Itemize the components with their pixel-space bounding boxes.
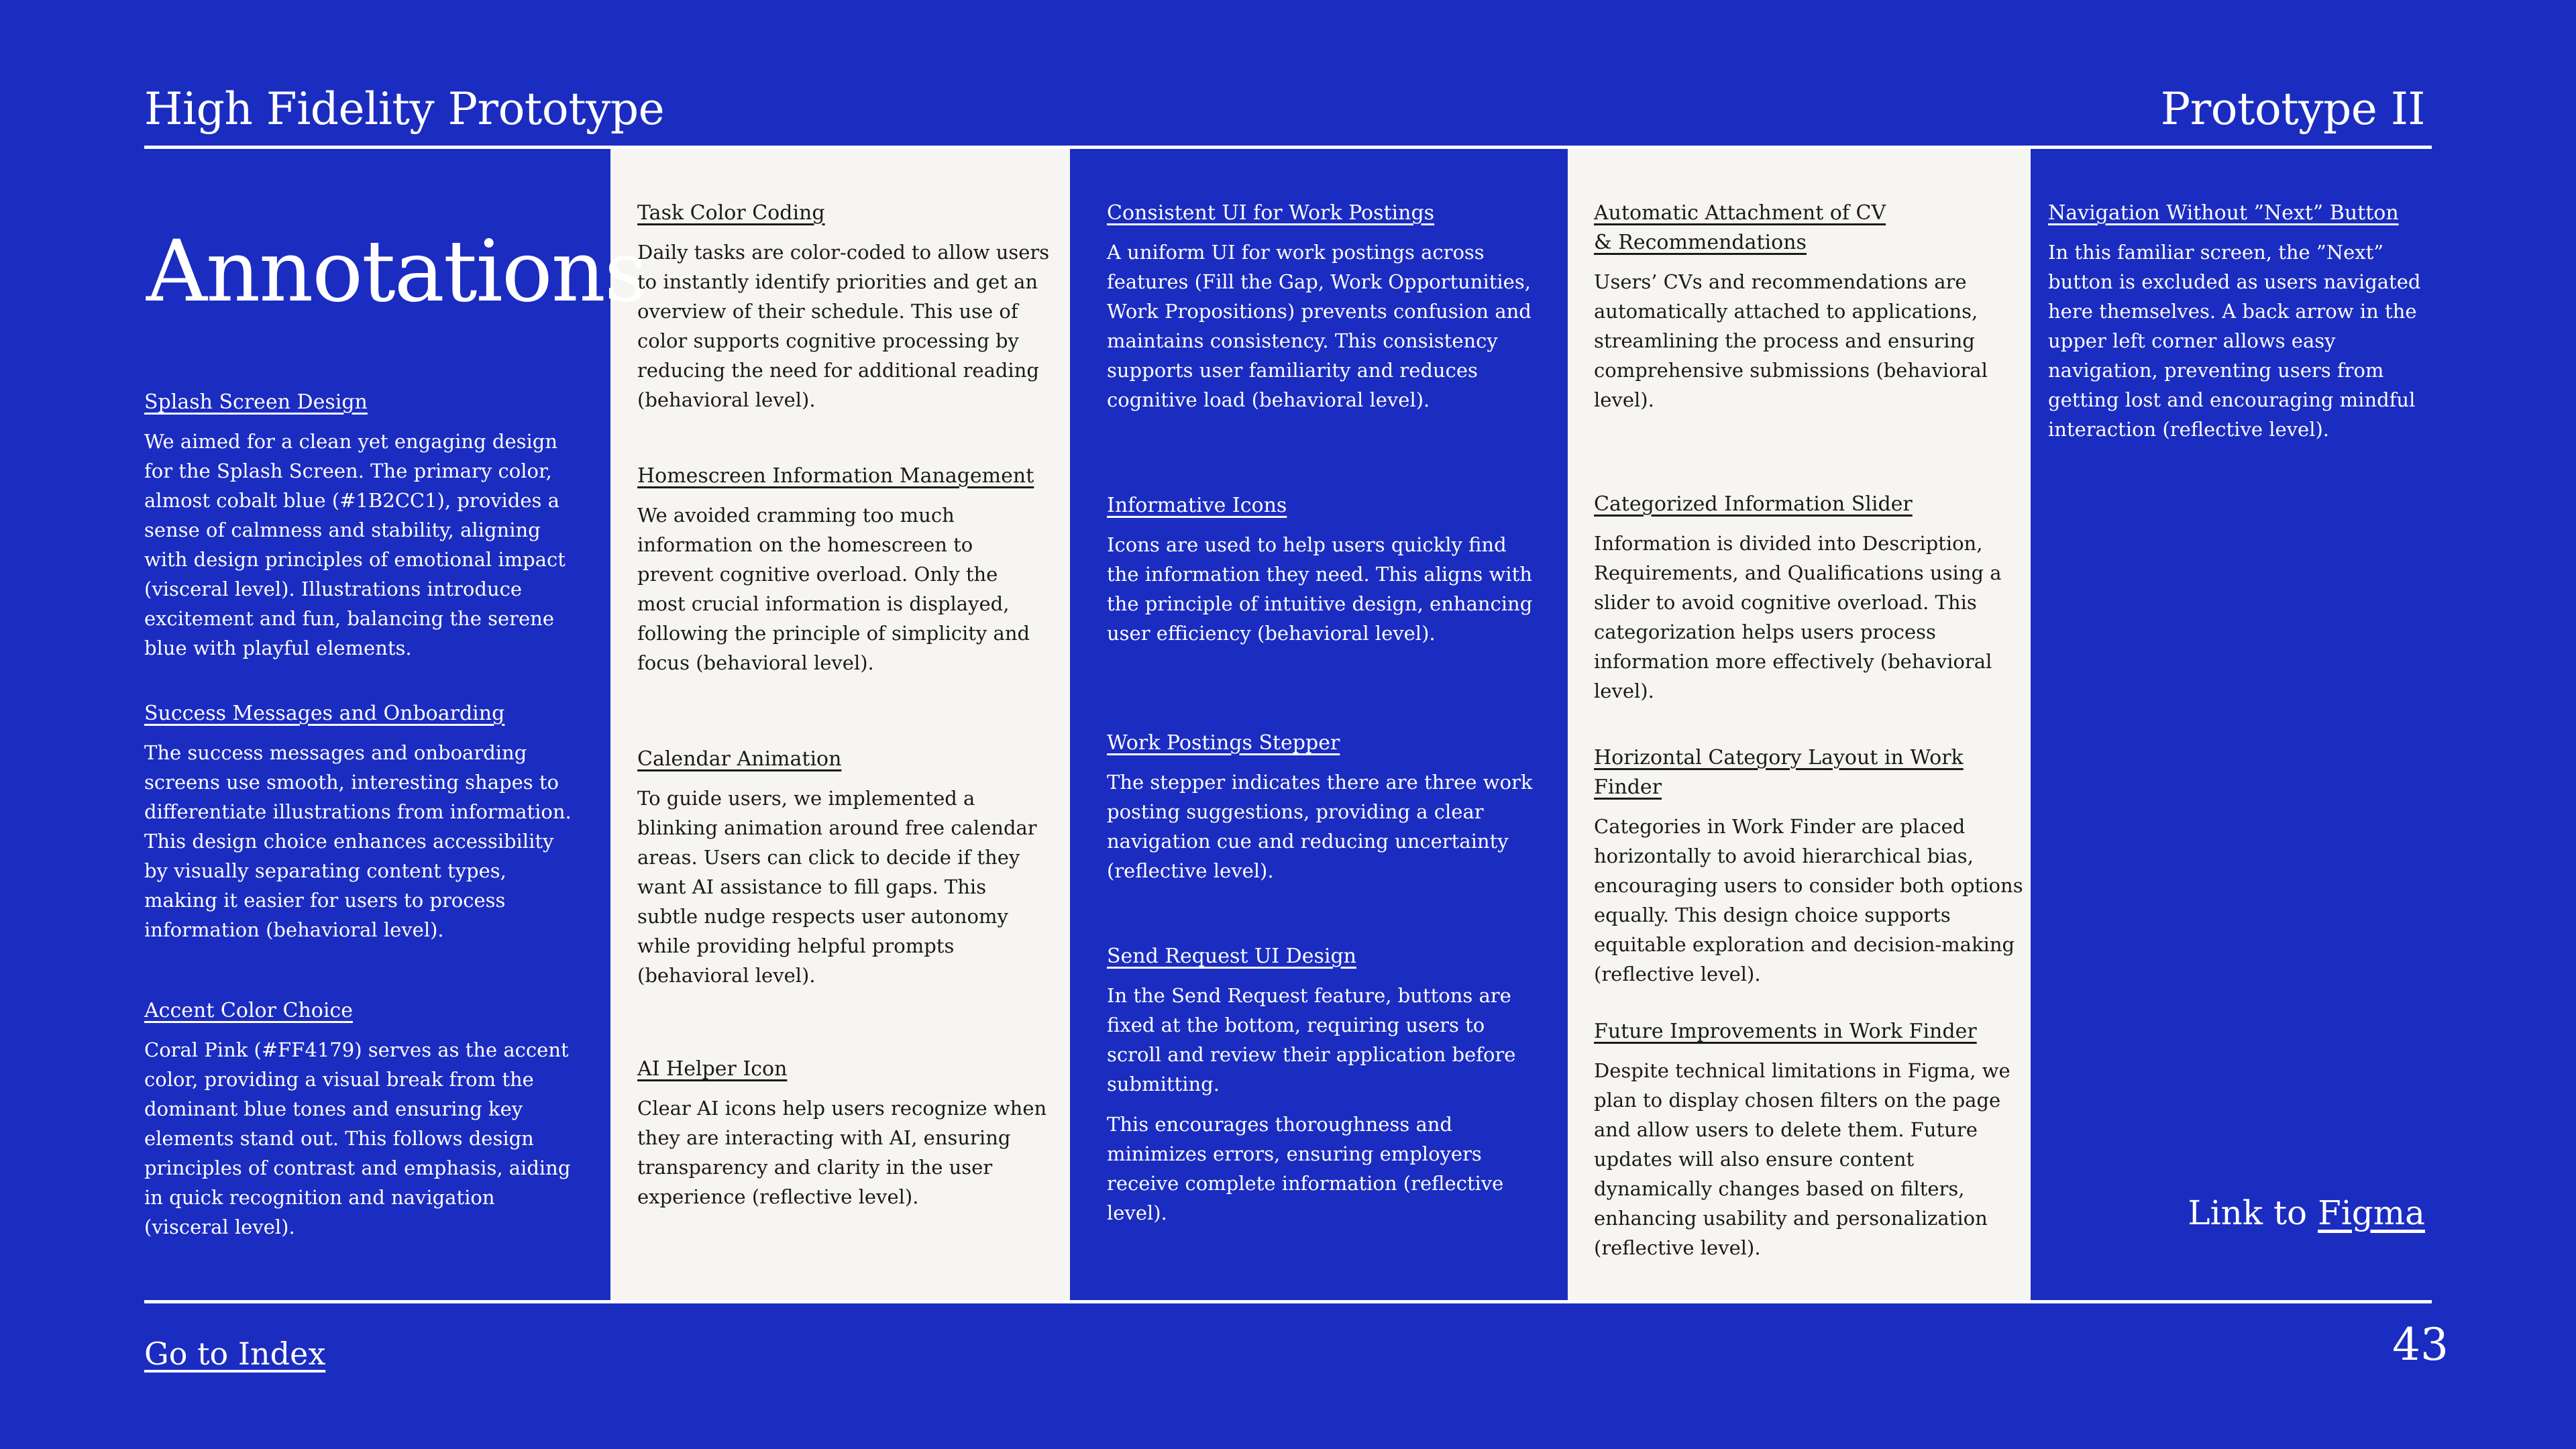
- annotation-title: Homescreen Information Management: [637, 464, 1034, 488]
- annotation-body: Daily tasks are color-coded to allow users to instantly identify priorities and get an overview of their schedule. This use of color supports cognitive processing by reducing the need for additional reading (behavioral level).: [637, 241, 1050, 411]
- annotation-consistent-ui: [1107, 199, 1536, 425]
- annotation-body: We avoided cramming too much information on the homescreen to prevent cognitive overload. Only the most crucial information is displayed, following the principle of simplicity and focus (behavioral level).: [637, 504, 1030, 674]
- annotation-success-messages: [144, 699, 580, 955]
- annotation-title: Consistent UI for Work Postings: [1107, 201, 1435, 225]
- annotation-title: Send Request UI Design: [1107, 945, 1356, 968]
- annotation-body: Information is divided into Description, Requirements, and Qualifications using a slider to avoid cognitive overload. This categorization helps users process information more effectively (behavioral level).: [1594, 532, 2002, 702]
- page-title: Annotations: [146, 222, 647, 321]
- annotation-body: Users’ CVs and recommendations are automatically attached to applications, streamlining the process and ensuring comprehensive submissions (behavioral level).: [1594, 270, 1988, 411]
- annotation-informative-icons: [1107, 491, 1536, 659]
- annotation-splash-screen: [144, 388, 580, 674]
- annotation-body: Coral Pink (#FF4179) serves as the accent color, providing a visual break from the dominant blue tones and ensuring key elements stand out. This follows design principles of contrast and emphasis, aiding in quick recognition and navigation (visceral level).: [144, 1038, 571, 1238]
- annotation-body: In the Send Request feature, buttons are fixed at the bottom, requiring users to scroll and review their application before submitting. This encourages thoroughness and minimizes errors, ensuring employers receive complete information (reflective level).: [1107, 984, 1516, 1224]
- annotation-title: Splash Screen Design: [144, 390, 368, 414]
- annotation-future-improvements: [1594, 1017, 2023, 1273]
- annotation-title: Categorized Information Slider: [1594, 492, 1913, 516]
- figma-link[interactable]: [2188, 1191, 2425, 1234]
- annotation-task-color-coding: [637, 199, 1050, 425]
- annotation-body: Categories in Work Finder are placed horizontally to avoid hierarchical bias, encouraging users to consider both options equally. This design choice supports equitable exploration and decision-making (reflective level).: [1594, 815, 2023, 985]
- annotation-title: Informative Icons: [1107, 494, 1287, 517]
- annotation-homescreen-info: [637, 462, 1050, 688]
- annotation-send-request-ui: [1107, 942, 1536, 1238]
- annotation-navigation-no-next: [2048, 199, 2437, 455]
- annotation-horizontal-category: [1594, 743, 2023, 1000]
- footer-divider: [144, 1300, 2432, 1303]
- annotation-body: Despite technical limitations in Figma, we plan to display chosen filters on the page and allow users to delete them. Future updates will also ensure content dynamically changes based on filters, enhancing usability and personalization (reflective level).: [1594, 1059, 2010, 1259]
- annotation-title: Work Postings Stepper: [1107, 731, 1340, 755]
- annotation-body: Clear AI icons help users recognize when they are interacting with AI, ensuring transparency and clarity in the user experience (reflective level).: [637, 1097, 1047, 1208]
- section-title: Prototype II: [2160, 83, 2425, 135]
- annotation-ai-helper-icon: [637, 1055, 1050, 1222]
- annotation-cv-attachment: [1594, 199, 2023, 425]
- annotation-title: Success Messages and Onboarding: [144, 702, 505, 725]
- annotation-title: AI Helper Icon: [637, 1057, 788, 1081]
- annotation-title: Horizontal Category Layout in Work Finder: [1594, 746, 1964, 799]
- annotation-title: Calendar Animation: [637, 747, 842, 771]
- page-number: 43: [2392, 1319, 2449, 1371]
- annotation-title: Navigation Without ”Next” Button: [2048, 201, 2399, 225]
- annotation-body: We aimed for a clean yet engaging design for the Splash Screen. The primary color, almost cobalt blue (#1B2CC1), provides a sense of calmness and stability, aligning with design principles of emotional impact (visceral level). Illustrations introduce excitement and fun, balancing the serene blue with playful elements.: [144, 430, 566, 659]
- annotation-calendar-animation: [637, 745, 1050, 1001]
- annotation-body: Icons are used to help users quickly find the information they need. This aligns with the principle of intuitive design, enhancing user efficiency (behavioral level).: [1107, 533, 1533, 645]
- header-divider: [144, 146, 2432, 149]
- annotation-info-slider: [1594, 490, 2023, 716]
- figma-link-prefix: Link to: [2188, 1193, 2308, 1232]
- annotation-accent-color: [144, 996, 580, 1252]
- go-to-index-link[interactable]: Go to Index: [144, 1336, 326, 1372]
- annotation-title: Future Improvements in Work Finder: [1594, 1020, 1977, 1043]
- annotation-title: Task Color Coding: [637, 201, 825, 225]
- annotation-body: To guide users, we implemented a blinking animation around free calendar areas. Users can click to decide if they want AI assistance to fill gaps. This subtle nudge respects user autonomy while providing helpful prompts (behavioral level).: [637, 787, 1037, 987]
- annotation-body: A uniform UI for work postings across features (Fill the Gap, Work Opportunities, Work Propositions) prevents confusion and maintains consistency. This consistency supports user familiarity and reduces cognitive load (behavioral level).: [1107, 241, 1532, 411]
- annotation-body: The success messages and onboarding screens use smooth, interesting shapes to differentiate illustrations from information. This design choice enhances accessibility by visually separating content types, making it easier for users to process information (behavioral level).: [144, 741, 572, 941]
- annotation-body: The stepper indicates there are three work posting suggestions, providing a clear navigation cue and reducing uncertainty (reflective level).: [1107, 771, 1533, 882]
- figma-link-text[interactable]: Figma: [2318, 1193, 2425, 1232]
- annotation-title: Automatic Attachment of CV & Recommendations: [1594, 201, 1886, 254]
- deck-title: High Fidelity Prototype: [144, 83, 665, 135]
- annotation-body: In this familiar screen, the ”Next” button is excluded as users navigated here themselves. A back arrow in the upper left corner allows easy navigation, preventing users from getting lost and encouraging mindful interaction (reflective level).: [2048, 241, 2421, 441]
- annotation-title: Accent Color Choice: [144, 999, 353, 1022]
- annotation-work-postings-stepper: [1107, 729, 1536, 896]
